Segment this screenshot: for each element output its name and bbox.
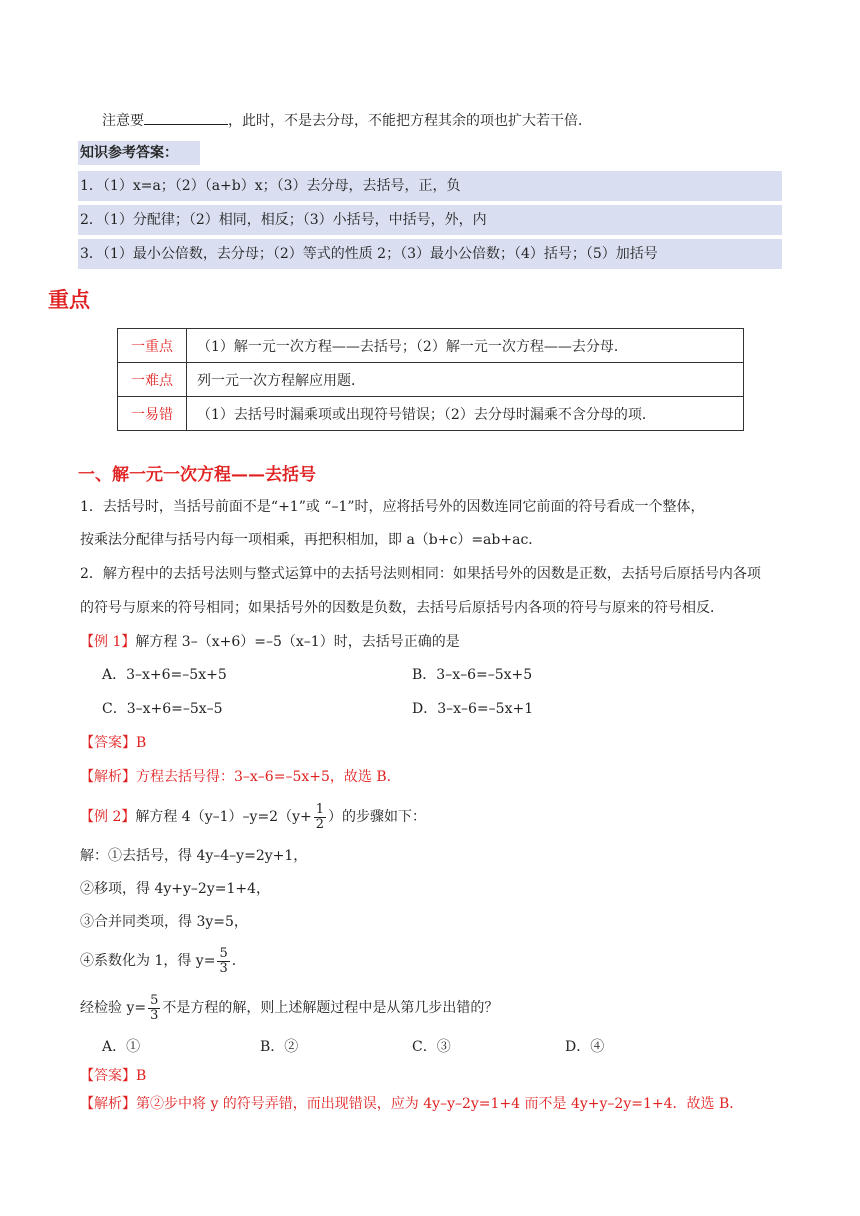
example1-option-a: A．3–x+6=–5x+5 <box>102 667 227 683</box>
example2-question-line <box>80 800 426 834</box>
paragraph-1a: 1．去括号时，当括号前面不是“+1”或 “–1”时，应将括号外的因数连同它前面的符号看成一个整体， <box>80 499 705 515</box>
paragraph-2b: 的符号与原来的符号相同；如果括号外的因数是负数，去括号后原括号内各项的符号与原来的符号相反． <box>80 600 724 616</box>
example2-answer <box>80 1066 146 1086</box>
analysis-label: 【解析】 <box>80 1096 136 1112</box>
example2-check <box>80 990 498 1026</box>
intro-suffix: ，此时，不是去分母，不能把方程其余的项也扩大若干倍． <box>228 113 592 129</box>
half-fraction <box>314 803 326 832</box>
table-row <box>118 397 744 431</box>
example1-analysis <box>80 767 401 787</box>
example2-label: 【例 2】 <box>80 809 136 825</box>
answer-value: B <box>136 735 147 751</box>
table-row <box>118 363 744 397</box>
example2-question-prefix: 解方程 4（y–1）–y=2（y+ <box>135 809 312 825</box>
knowledge-title: 知识参考答案： <box>78 141 200 165</box>
section-title: 一、解一元一次方程——去括号 <box>78 465 316 485</box>
knowledge-answer-3: 3．（1）最小公倍数，去分母；（2）等式的性质 2；（3）最小公倍数；（4）括号；（5）加括号 <box>78 239 782 269</box>
key-points-table <box>117 328 744 431</box>
check-prefix: 经检验 y= <box>80 1000 147 1016</box>
table-row <box>118 329 744 363</box>
knowledge-answer-2: 2．（1）分配律；（2）相同，相反；（3）小括号，中括号，外，内 <box>78 205 782 235</box>
key-value: （1）去括号时漏乘项或出现符号错误；（2）去分母时漏乘不含分母的项． <box>187 397 744 431</box>
analysis-label: 【解析】 <box>80 769 136 785</box>
check-fraction <box>148 994 160 1023</box>
intro-line <box>102 110 592 131</box>
example2-option-d: D．④ <box>565 1039 605 1055</box>
key-label: 一重点 <box>118 329 187 363</box>
analysis-text: 第②步中将 y 的符号弄错，而出现错误，应为 4y–y–2y=1+4 而不是 4y+y–2y=1+4．故选 B． <box>136 1096 744 1112</box>
paragraph-2a: 2．解方程中的去括号法则与整式运算中的去括号法则相同：如果括号外的因数是正数，去括号后原括号内各项 <box>80 566 761 582</box>
key-label: 一易错 <box>118 397 187 431</box>
answer-label: 【答案】 <box>80 1068 136 1084</box>
key-label: 一难点 <box>118 363 187 397</box>
fraction-denominator: 3 <box>219 960 228 976</box>
key-value: （1）解一元一次方程——去括号；（2）解一元一次方程——去分母． <box>187 329 744 363</box>
example1-option-d: D．3–x–6=–5x+1 <box>412 701 534 717</box>
example1-option-c: C．3–x+6=–5x–5 <box>102 701 223 717</box>
knowledge-answer-1: 1．（1）x=a；（2）（a+b）x；（3）去分母，去括号，正，负 <box>78 171 782 201</box>
fraction-denominator: 3 <box>150 1007 159 1023</box>
key-heading: 重点 <box>48 288 90 312</box>
example2-option-c: C．③ <box>412 1039 451 1055</box>
example1-question-line <box>80 632 460 652</box>
example2-step3: ③合并同类项，得 3y=5， <box>80 914 248 930</box>
example2-option-a: A．① <box>102 1039 141 1055</box>
step4-suffix: ． <box>231 953 246 969</box>
example2-step4 <box>80 943 246 979</box>
example1-label: 【例 1】 <box>80 634 136 650</box>
fill-blank <box>144 110 228 125</box>
example2-analysis <box>80 1094 743 1114</box>
fraction-numerator: 5 <box>150 992 159 1008</box>
example1-question: 解方程 3–（x+6）=–5（x–1）时，去括号正确的是 <box>135 634 460 650</box>
fraction-denominator: 2 <box>315 816 325 832</box>
example1-option-b: B．3–x–6=–5x+5 <box>412 667 533 683</box>
paragraph-1b: 按乘法分配律与括号内每一项相乘，再把积相加，即 a（b+c）=ab+ac． <box>80 532 543 548</box>
example2-question-suffix: ）的步骤如下： <box>328 809 427 825</box>
fraction-numerator: 1 <box>315 801 325 817</box>
intro-prefix: 注意要 <box>102 113 144 129</box>
analysis-text: 方程去括号得：3–x–6=–5x+5，故选 B． <box>136 769 401 785</box>
key-value: 列一元一次方程解应用题． <box>187 363 744 397</box>
example2-step1: 解：①去括号，得 4y–4–y=2y+1， <box>80 848 308 864</box>
example2-step2: ②移项，得 4y+y–2y=1+4， <box>80 881 270 897</box>
check-suffix: 不是方程的解，则上述解题过程中是从第几步出错的？ <box>162 1000 499 1016</box>
answer-label: 【答案】 <box>80 735 136 751</box>
step4-prefix: ④系数化为 1，得 y= <box>80 953 216 969</box>
answer-value: B <box>136 1068 147 1084</box>
example1-answer <box>80 733 146 753</box>
result-fraction <box>217 947 229 976</box>
example2-option-b: B．② <box>260 1039 299 1055</box>
fraction-numerator: 5 <box>219 945 228 961</box>
